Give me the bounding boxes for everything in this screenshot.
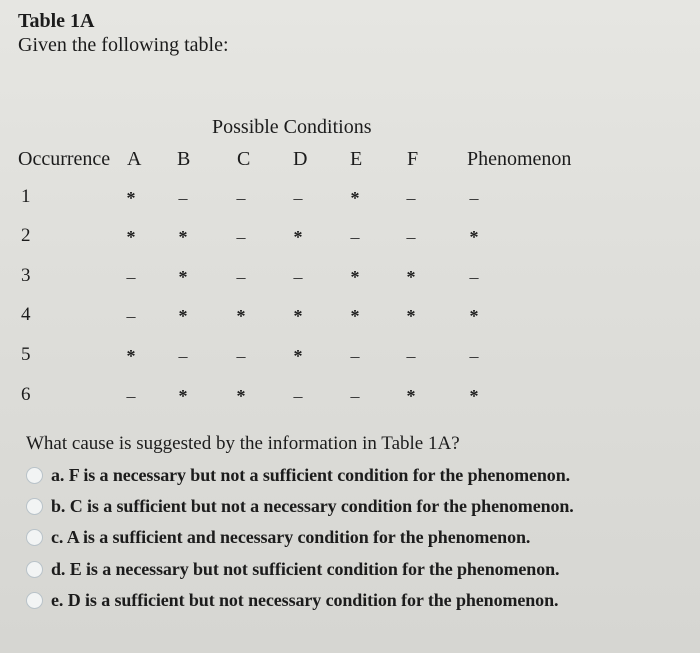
option-text: d. E is a necessary but not sufficient condition for the phenomenon. (51, 558, 560, 579)
table-cell: * (469, 386, 479, 406)
table-title: Table 1A (18, 10, 95, 32)
column-header-f: F (407, 148, 419, 170)
table-cell: – (350, 386, 360, 406)
table-cell: – (236, 188, 246, 208)
table-cell: – (178, 346, 188, 366)
table-cell: – (236, 227, 246, 247)
occurrence-number: 3 (21, 265, 31, 286)
answer-option-c[interactable] (26, 523, 530, 551)
table-cell: – (178, 188, 188, 208)
table-cell: – (293, 188, 303, 208)
table-cell: – (350, 346, 360, 366)
column-header-b: B (177, 148, 191, 170)
table-cell: * (178, 267, 188, 287)
occurrence-number: 1 (21, 186, 31, 207)
table-cell: * (469, 227, 479, 247)
table-cell: * (126, 227, 136, 247)
table-cell: * (469, 306, 479, 326)
answer-option-d[interactable] (26, 555, 559, 583)
answer-option-e[interactable] (26, 586, 558, 614)
option-text: c. A is a sufficient and necessary condition for the phenomenon. (51, 526, 531, 547)
table-cell: * (350, 306, 360, 326)
radio-button[interactable] (26, 467, 43, 484)
answer-option-b[interactable] (26, 492, 574, 520)
table-cell: – (126, 267, 136, 287)
table-cell: * (178, 306, 188, 326)
option-text: a. F is a necessary but not a sufficient condition for the phenomenon. (51, 464, 571, 485)
radio-button[interactable] (26, 498, 43, 515)
table-cell: * (236, 306, 246, 326)
radio-button[interactable] (26, 561, 43, 578)
table-cell: – (293, 386, 303, 406)
occurrence-number: 2 (21, 225, 31, 246)
table-cell: * (293, 346, 303, 366)
occurrence-number: 4 (21, 304, 31, 325)
table-cell: – (126, 306, 136, 326)
table-cell: – (469, 188, 479, 208)
phenomenon-header: Phenomenon (467, 148, 572, 170)
table-cell: * (178, 386, 188, 406)
column-header-e: E (350, 148, 363, 170)
table-cell: – (236, 267, 246, 287)
column-header-a: A (127, 148, 142, 170)
radio-button[interactable] (26, 592, 43, 609)
occurrence-number: 5 (21, 344, 31, 365)
question-text: What cause is suggested by the information in Table 1A? (26, 433, 460, 454)
table-cell: – (406, 346, 416, 366)
table-cell: * (126, 346, 136, 366)
table-cell: * (406, 386, 416, 406)
table-cell: – (126, 386, 136, 406)
table-cell: – (350, 227, 360, 247)
occurrence-header: Occurrence (18, 148, 111, 170)
option-text: e. D is a sufficient but not necessary condition for the phenomenon. (51, 589, 559, 610)
table-cell: – (406, 188, 416, 208)
answer-option-a[interactable] (26, 461, 570, 489)
table-cell: – (293, 267, 303, 287)
table-cell: * (350, 188, 360, 208)
table-cell: * (406, 306, 416, 326)
table-cell: – (469, 267, 479, 287)
radio-button[interactable] (26, 529, 43, 546)
column-header-d: D (293, 148, 308, 170)
table-cell: * (178, 227, 188, 247)
possible-conditions-header: Possible Conditions (212, 116, 372, 138)
table-cell: * (236, 386, 246, 406)
table-subtitle: Given the following table: (18, 34, 229, 56)
option-text: b. C is a sufficient but not a necessary condition for the phenomenon. (51, 495, 574, 516)
table-cell: * (406, 267, 416, 287)
table-cell: * (293, 227, 303, 247)
table-cell: – (406, 227, 416, 247)
table-cell: – (236, 346, 246, 366)
table-cell: * (293, 306, 303, 326)
occurrence-number: 6 (21, 384, 31, 405)
table-cell: * (350, 267, 360, 287)
column-header-c: C (237, 148, 251, 170)
table-cell: * (126, 188, 136, 208)
table-cell: – (469, 346, 479, 366)
